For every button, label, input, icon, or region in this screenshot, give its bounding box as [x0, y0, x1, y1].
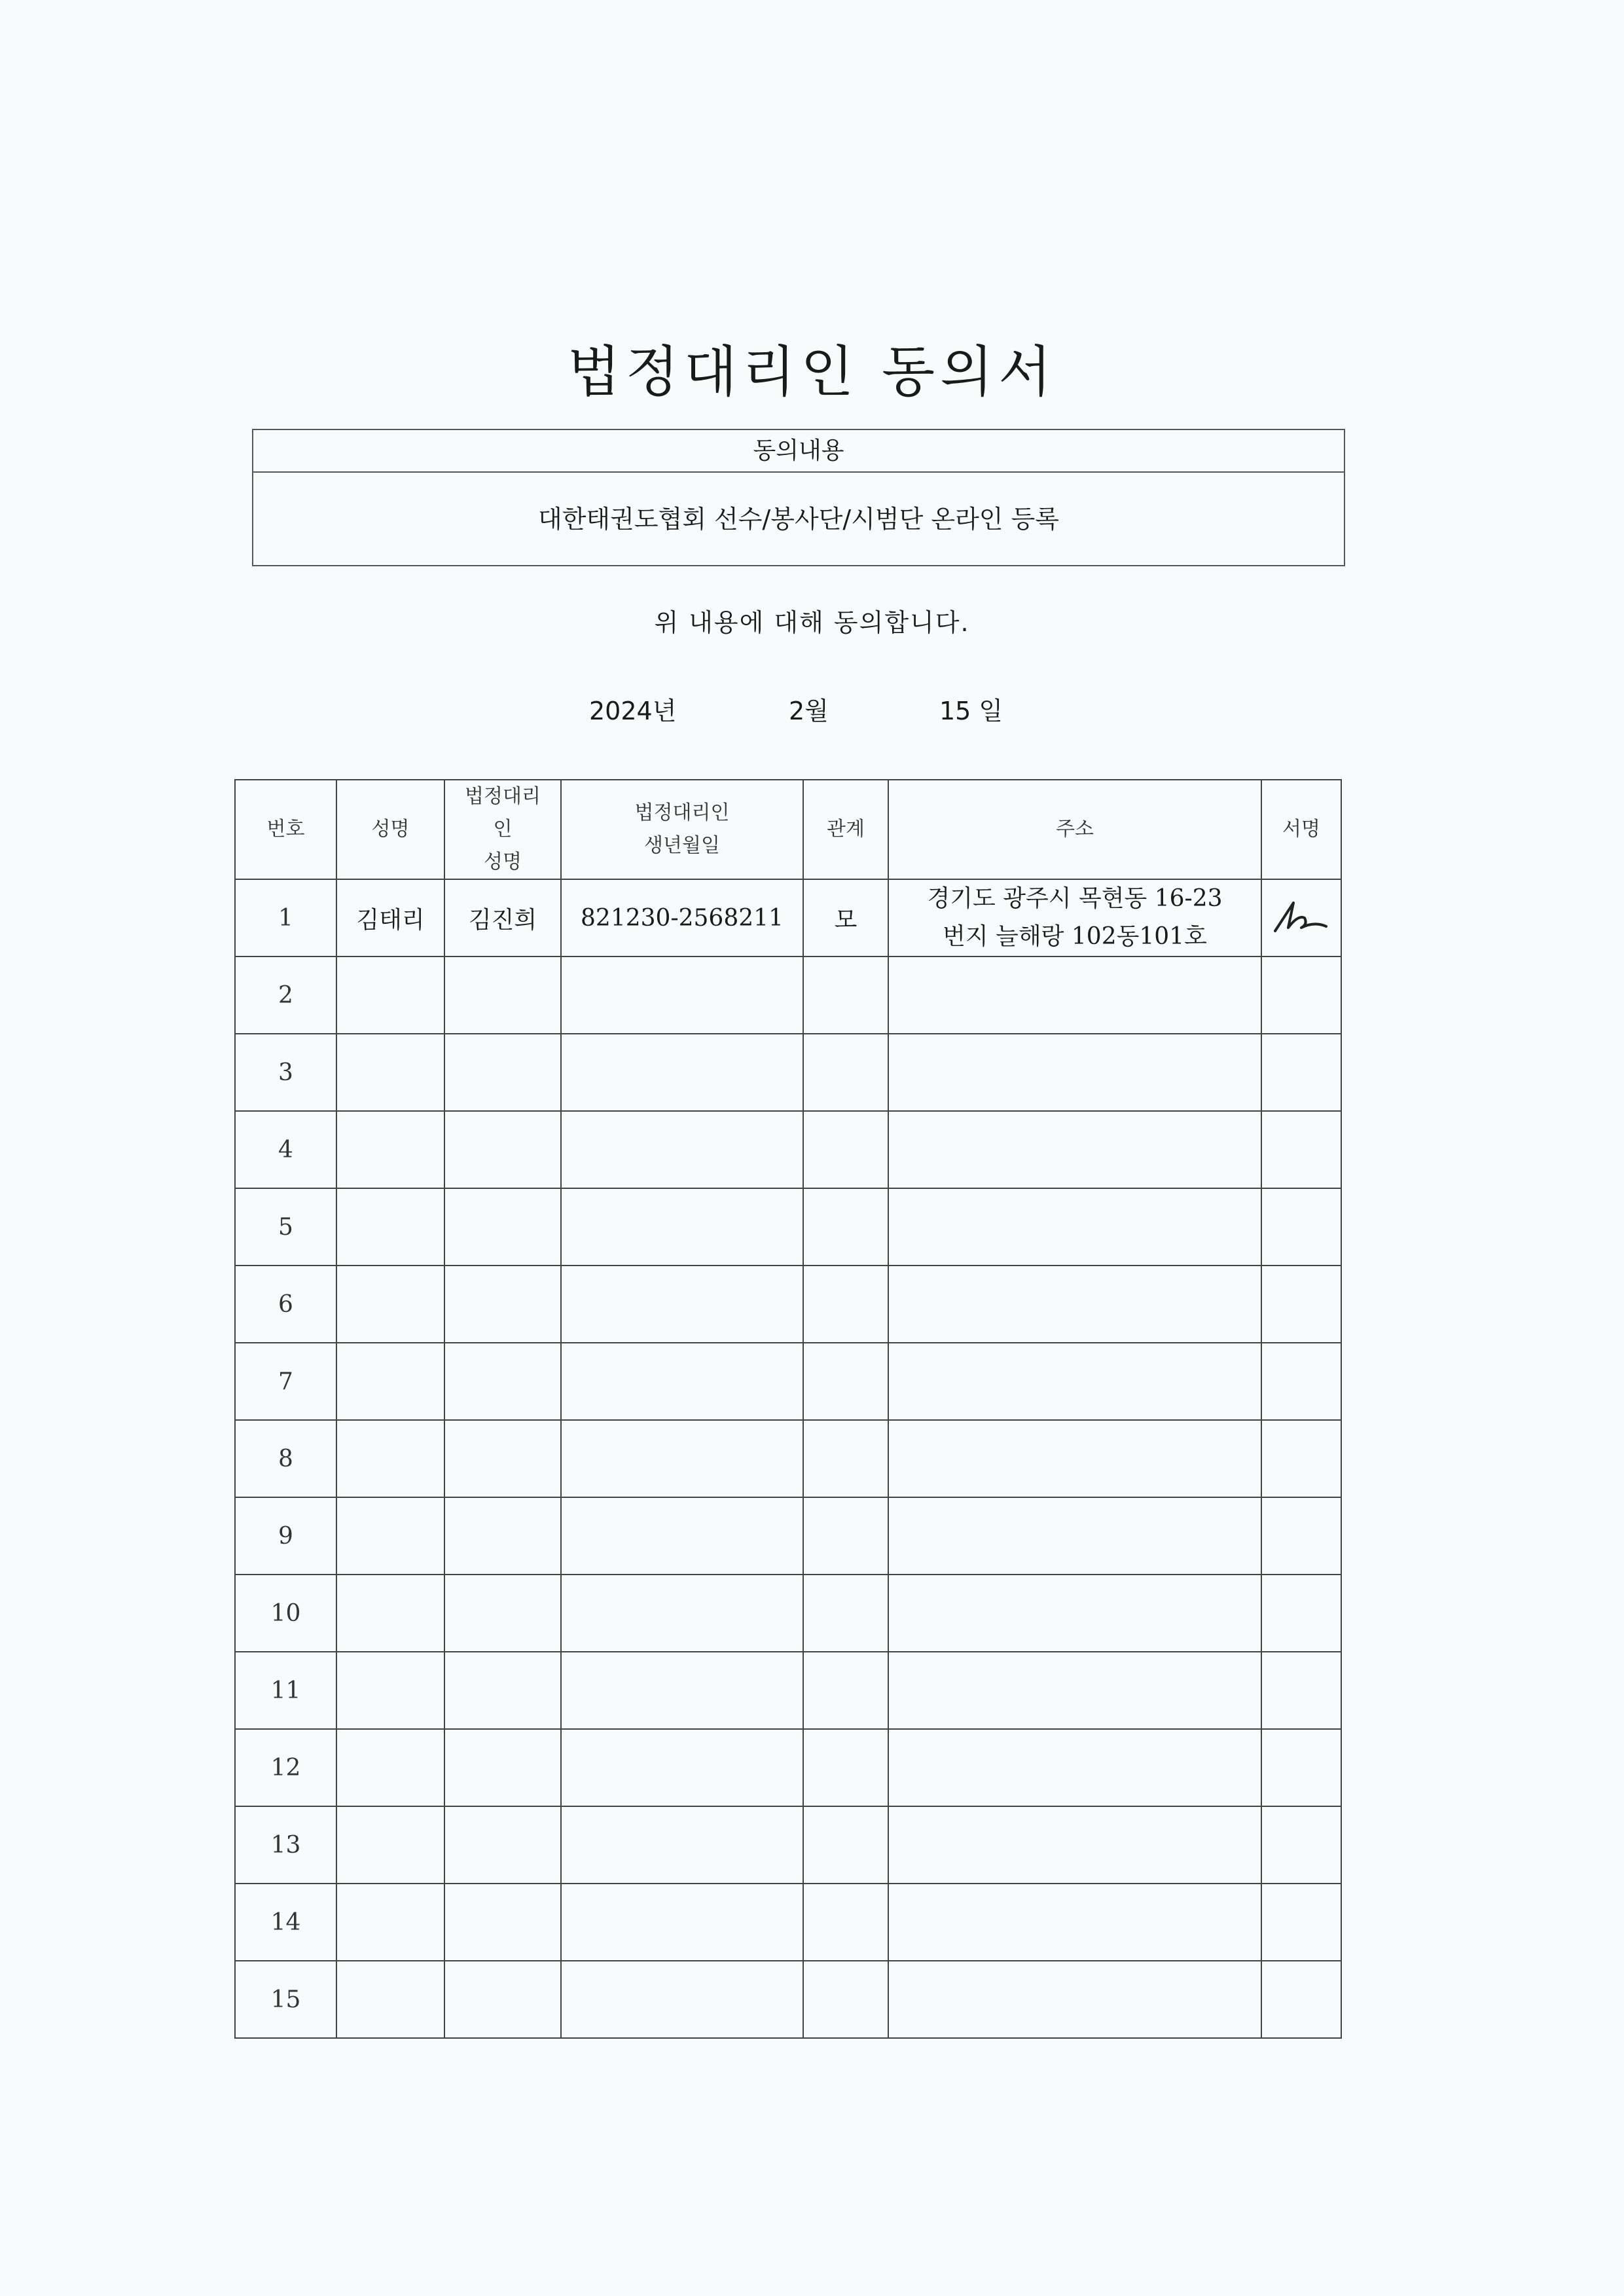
row-guardian	[444, 1961, 561, 2038]
handwritten-signature	[1269, 895, 1334, 941]
row-number: 8	[235, 1420, 336, 1497]
row-birth	[561, 1266, 803, 1343]
row-relation	[803, 1806, 888, 1884]
consent-box	[252, 429, 1345, 566]
row-guardian	[444, 1729, 561, 1806]
row-address	[888, 957, 1261, 1034]
row-address	[888, 1420, 1261, 1497]
row-signature	[1261, 1497, 1341, 1575]
row-number: 5	[235, 1188, 336, 1266]
row-signature	[1261, 1729, 1341, 1806]
row-birth	[561, 1034, 803, 1111]
row-relation	[803, 1729, 888, 1806]
row-guardian	[444, 957, 561, 1034]
row-guardian	[444, 1343, 561, 1420]
row-guardian	[444, 1652, 561, 1729]
row-name: 김태리	[336, 879, 444, 957]
row-signature	[1261, 1343, 1341, 1420]
row-address	[888, 1034, 1261, 1111]
table-row	[235, 1652, 1341, 1729]
row-number: 6	[235, 1266, 336, 1343]
table-row	[235, 1729, 1341, 1806]
row-number: 12	[235, 1729, 336, 1806]
row-number: 15	[235, 1961, 336, 2038]
date-year: 2024년	[589, 697, 677, 725]
row-address-line-1: 경기도 광주시 목현동 16-23	[927, 885, 1223, 912]
row-address	[888, 879, 1261, 957]
table-header-row	[235, 780, 1341, 879]
agreement-statement: 위 내용에 대해 동의합니다.	[654, 608, 970, 637]
row-address	[888, 1266, 1261, 1343]
row-birth	[561, 957, 803, 1034]
date-day: 15 일	[939, 697, 1003, 725]
row-guardian	[444, 1420, 561, 1497]
row-address	[888, 1806, 1261, 1884]
row-guardian	[444, 1188, 561, 1266]
row-signature	[1261, 1884, 1341, 1961]
row-birth	[561, 1961, 803, 2038]
row-guardian	[444, 1111, 561, 1188]
row-guardian	[444, 1806, 561, 1884]
row-number: 9	[235, 1497, 336, 1575]
row-relation: 모	[803, 879, 888, 957]
row-relation	[803, 1961, 888, 2038]
row-guardian	[444, 1575, 561, 1652]
header-guardian-birth-line-1: 법정대리인	[634, 801, 730, 824]
row-number: 3	[235, 1034, 336, 1111]
row-relation	[803, 1034, 888, 1111]
table-row	[235, 1188, 1341, 1266]
row-number: 13	[235, 1806, 336, 1884]
row-relation	[803, 1420, 888, 1497]
row-birth	[561, 1884, 803, 1961]
row-address	[888, 1884, 1261, 1961]
row-birth	[561, 1188, 803, 1266]
row-birth	[561, 1111, 803, 1188]
row-number: 10	[235, 1575, 336, 1652]
header-relation: 관계	[803, 780, 888, 879]
row-name	[336, 1884, 444, 1961]
table-row	[235, 1497, 1341, 1575]
row-address	[888, 1343, 1261, 1420]
row-signature	[1261, 1806, 1341, 1884]
row-number: 1	[235, 879, 336, 957]
row-name	[336, 1497, 444, 1575]
row-name	[336, 1652, 444, 1729]
row-birth: 821230-2568211	[561, 879, 803, 957]
row-birth	[561, 1420, 803, 1497]
row-address	[888, 1188, 1261, 1266]
header-guardian-birth	[561, 780, 803, 879]
header-number: 번호	[235, 780, 336, 879]
table-row	[235, 1343, 1341, 1420]
table-row	[235, 1575, 1341, 1652]
header-guardian-name	[444, 780, 561, 879]
header-guardian-name-line-1: 법정대리	[465, 785, 541, 808]
row-name	[336, 1729, 444, 1806]
row-guardian	[444, 1266, 561, 1343]
row-name	[336, 957, 444, 1034]
row-relation	[803, 1188, 888, 1266]
row-address	[888, 1961, 1261, 2038]
row-name	[336, 1806, 444, 1884]
row-signature	[1261, 879, 1341, 957]
row-address	[888, 1729, 1261, 1806]
row-address-line-2: 번지 늘해랑 102동101호	[943, 923, 1207, 950]
row-number: 14	[235, 1884, 336, 1961]
row-signature	[1261, 1188, 1341, 1266]
header-guardian-name-line-2: 인	[493, 818, 513, 841]
table-row	[235, 1420, 1341, 1497]
row-birth	[561, 1652, 803, 1729]
row-birth	[561, 1575, 803, 1652]
row-signature	[1261, 1111, 1341, 1188]
row-birth	[561, 1729, 803, 1806]
row-signature	[1261, 1266, 1341, 1343]
row-name	[336, 1266, 444, 1343]
row-relation	[803, 957, 888, 1034]
date-month: 2월	[789, 697, 829, 725]
row-guardian: 김진희	[444, 879, 561, 957]
row-signature	[1261, 1961, 1341, 2038]
consent-box-header: 동의내용	[253, 430, 1344, 473]
row-address	[888, 1652, 1261, 1729]
row-guardian	[444, 1497, 561, 1575]
row-name	[336, 1188, 444, 1266]
consent-box-content: 대한태권도협회 선수/봉사단/시범단 온라인 등록	[537, 505, 1059, 534]
guardian-roster-table	[234, 779, 1342, 2039]
row-signature	[1261, 957, 1341, 1034]
row-number: 11	[235, 1652, 336, 1729]
table-row	[235, 879, 1341, 957]
row-number: 7	[235, 1343, 336, 1420]
table-row	[235, 1266, 1341, 1343]
row-birth	[561, 1343, 803, 1420]
row-name	[336, 1034, 444, 1111]
row-birth	[561, 1497, 803, 1575]
row-relation	[803, 1266, 888, 1343]
row-relation	[803, 1652, 888, 1729]
row-signature	[1261, 1034, 1341, 1111]
row-relation	[803, 1497, 888, 1575]
header-name: 성명	[336, 780, 444, 879]
table-row	[235, 1034, 1341, 1111]
document-title: 법정대리인 동의서	[567, 340, 1057, 405]
row-guardian	[444, 1034, 561, 1111]
table-row	[235, 1806, 1341, 1884]
row-signature	[1261, 1420, 1341, 1497]
row-name	[336, 1575, 444, 1652]
row-name	[336, 1111, 444, 1188]
table-row	[235, 957, 1341, 1034]
row-name	[336, 1420, 444, 1497]
table-row	[235, 1961, 1341, 2038]
row-relation	[803, 1884, 888, 1961]
table-row	[235, 1111, 1341, 1188]
header-guardian-name-line-3: 성명	[484, 850, 522, 873]
row-address	[888, 1111, 1261, 1188]
row-name	[336, 1343, 444, 1420]
row-birth	[561, 1806, 803, 1884]
row-address	[888, 1575, 1261, 1652]
header-signature: 서명	[1261, 780, 1341, 879]
row-signature	[1261, 1575, 1341, 1652]
roster-body	[235, 879, 1341, 2038]
header-guardian-birth-line-2: 생년월일	[644, 834, 720, 857]
row-signature	[1261, 1652, 1341, 1729]
row-guardian	[444, 1884, 561, 1961]
row-number: 2	[235, 957, 336, 1034]
table-row	[235, 1884, 1341, 1961]
row-relation	[803, 1111, 888, 1188]
header-address: 주소	[888, 780, 1261, 879]
row-number: 4	[235, 1111, 336, 1188]
row-address	[888, 1497, 1261, 1575]
row-name	[336, 1961, 444, 2038]
row-relation	[803, 1575, 888, 1652]
row-relation	[803, 1343, 888, 1420]
